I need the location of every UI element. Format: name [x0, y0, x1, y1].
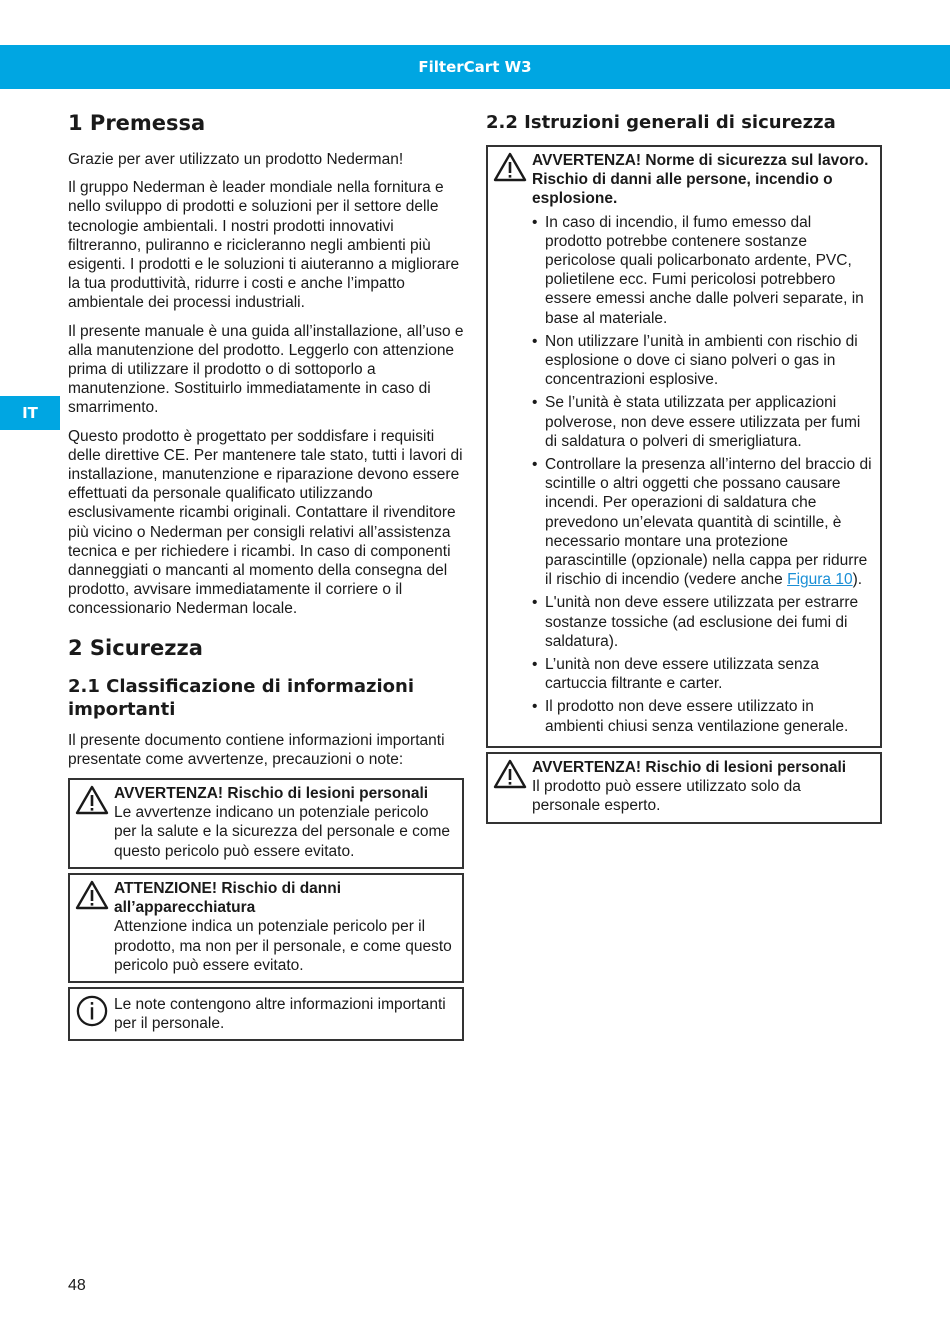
- page-number: 48: [68, 1277, 86, 1294]
- left-column: [68, 108, 464, 1045]
- paragraph-classification: Il presente documento contiene informazioni importanti presentate come avvertenze, precauzioni o note:: [68, 731, 445, 768]
- warning-box-body: Le avvertenze indicano un potenziale pericolo per la salute e la sicurezza del personale e come questo pericolo può essere evitato.: [114, 804, 451, 860]
- right-column: [486, 108, 882, 828]
- language-tab: [0, 396, 60, 430]
- info-icon: [75, 995, 109, 1027]
- warning-box-title: AVVERTENZA! Rischio di lesioni personali: [114, 785, 429, 803]
- list-item: • In caso di incendio, il fumo emesso dal prodotto potrebbe contenere sostanze pericolose quali policarbonato ardente, PVC, polietilene ecc. Fumi pericolosi potrebbero essere emessi anche dalle polveri separate, in base al materiale.: [532, 213, 872, 328]
- paragraph-directives: Questo prodotto è progettato per soddisfare i requisiti delle direttive CE. Per mantenere tale stato, tutti i lavori di installazione, manutenzione e riparazione devono essere effettuati da personale qualificato utilizzando esclusivamente ricambi originali. Contattare il rivenditore più vicino o Nederman per consigli relativi all’assistenza tecnica e per richiedere i ricambi. In caso di componenti danneggiati o mancanti al momento della consegna del prodotto, avvisare immediatamente il corriere o il concessionario Nederman locale.: [68, 427, 463, 618]
- section-2-2-title: 2.2 Istruzioni generali di sicurezza: [486, 112, 836, 133]
- section-2-1-title: 2.1 Classificazione di informazioni importanti: [68, 675, 415, 720]
- warning-triangle-icon: [493, 758, 527, 790]
- paragraph-thanks: Grazie per aver utilizzato un prodotto Nederman!: [68, 151, 404, 168]
- work-safety-list: [532, 213, 872, 736]
- list-item: • Il prodotto non deve essere utilizzato in ambienti chiusi senza ventilazione generale.: [532, 697, 872, 735]
- warning-triangle-icon: [75, 879, 109, 911]
- warning-box-expert-only: [486, 752, 882, 824]
- section-2-title: 2 Sicurezza: [68, 635, 203, 660]
- caution-box-equipment-damage: [68, 873, 464, 983]
- section-1-title: 1 Premessa: [68, 111, 206, 135]
- note-box: [68, 987, 464, 1041]
- list-item-text: Controllare la presenza all’interno del braccio di scintille o altri oggetti che possano causare incendi. Per operazioni di saldatura che prevedono un’elevata quantità di scintille, è necessario montare una protezione parascintille (opzionale) nella cappa per ridurre il rischio di incendio (vedere anche: [545, 456, 872, 589]
- warning-box-personal-injury: [68, 778, 464, 869]
- list-item: • L’unità non deve essere utilizzata senza cartuccia filtrante e carter.: [532, 655, 872, 693]
- paragraph-manual: Il presente manuale è una guida all’installazione, all’uso e alla manutenzione del prodotto. Leggerlo con attenzione prima di utilizzare il prodotto o di sottoporlo a manutenzione. Sostituirlo immediatamente in caso di smarrimento.: [68, 322, 464, 417]
- list-item: • Non utilizzare l’unità in ambienti con rischio di esplosione o dove ci siano polveri o gas in concentrazioni esplosive.: [532, 332, 872, 390]
- header-title: FilterCart W3: [418, 58, 532, 76]
- note-box-body: Le note contengono altre informazioni importanti per il personale.: [114, 995, 446, 1033]
- list-item: • L'unità non deve essere utilizzata per estrarre sostanze tossiche (ad esclusione dei fumi di saldatura).: [532, 593, 872, 651]
- work-safety-title: AVVERTENZA! Norme di sicurezza sul lavoro. Rischio di danni alle persone, incendio o esplosione.: [532, 152, 869, 208]
- warning-triangle-icon: [75, 784, 109, 816]
- list-item: • Se l’unità è stata utilizzata per applicazioni polverose, non deve essere utilizzata per fumi di saldatura o polveri di smerigliatura.: [532, 393, 872, 451]
- expert-only-body: Il prodotto può essere utilizzato solo da personale esperto.: [532, 778, 801, 815]
- warning-triangle-icon: [493, 151, 527, 183]
- warning-box-work-safety: [486, 145, 882, 748]
- caution-box-title: ATTENZIONE! Rischio di danni all’apparecchiatura: [114, 879, 342, 917]
- figure-10-link[interactable]: Figura 10: [787, 571, 853, 589]
- caution-box-body: Attenzione indica un potenziale pericolo per il prodotto, ma non per il personale, e come questo pericolo può essere evitato.: [114, 918, 452, 974]
- list-item: [532, 455, 872, 589]
- list-item-text-end: ).: [852, 571, 863, 589]
- expert-only-title: AVVERTENZA! Rischio di lesioni personali: [532, 758, 847, 776]
- paragraph-group: Il gruppo Nederman è leader mondiale nella fornitura e nello sviluppo di prodotti e soluzioni per il settore delle tecnologie ambientali. I nostri prodotti innovativi filtreranno, puliranno e ricicleranno negli ambienti più esigenti. I prodotti e le soluzioni ti aiuteranno a migliorare la tua produttività, ridurre i costi e anche l’impatto ambientale dei processi industriali.: [68, 179, 460, 312]
- language-tab-label: IT: [22, 404, 38, 422]
- document-header: [0, 45, 950, 89]
